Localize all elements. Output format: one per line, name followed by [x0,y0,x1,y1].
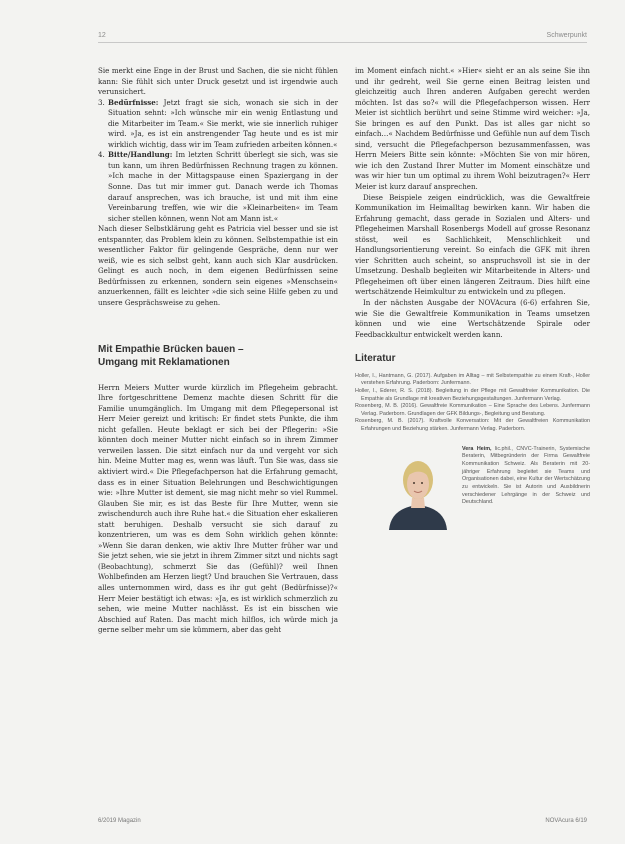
right-column [355,66,590,602]
literature-ref: Holler, I., Ederer, R. S. (2018). Begleitung in der Pflege mit Gewaltfreier Kommunikation. Die Empathie als Grundlage mit kreativen Beziehungsgestaltungen. Junfermann Verlag. [355,387,590,402]
step-lead: Bitte/Handlung: [108,150,173,160]
examples-paragraph: Diese Beispiele zeigen eindrücklich, was die Gewaltfreie Kommunikation im Heimalltag bewirken kann. Wir haben die Erfahrung gemacht, dass gerade in Sozialen und Alters- und Pflegeheimen Marshall Rosenbergs Modell auf grosse Resonanz stösst, weil es Sachlichkeit, Menschlichkeit und Handlungsorientierung vereint. So einfach die GFK mit ihren vier Schritten auch scheint, so anspruchsvoll ist sie in der Umsetzung. Deshalb begleiten wir Mitarbeitende in Alters- und Pflegeheimen oft über einen längeren Zeitraum. Dies hilft eine wertschätzende Heimkultur zu entwickeln und zu pflegen. [355,192,590,297]
section-heading-line-2: Umgang mit Reklamationen [98,356,230,368]
page-number: 12 [98,32,106,39]
body-paragraph: Herrn Meiers Mutter wurde kürzlich im Pflegeheim gebracht. Ihre fortgeschrittene Demenz machte diesen Schritt für die Familie unumgänglich. Im Umgang mit dem Pflegepersonal ist Herr Meier gereizt und kritisch: Er findet stets Punkte, die ihm nicht gefallen. Heute beklagt er sich bei der Pflegerin: »Sie könnten doch meiner Mutter nicht einfach so in ihrem Zimmer verweilen lassen. Die sitzt einfach nur da und vergeht vor sich hin. Meine Mutter mag es, wenn was läuft. Tun Sie was, dass sie aktiviert wird.« Die Pflegefachperson hat die Erfahrung gemacht, dass es in einer Situation Belehrungen und Beschwichtigungen wie: »Ihre Mutter ist dement, sie mag nicht mehr so viel Rummel. Glauben Sie mir, es ist das Beste für Ihre Mutter, wenn sie zwischendurch auch ihre Ruhe hat.« die Situation eher eskalieren statt beruhigen. Deshalb versucht sie sich darauf zu konzentrieren, um was es dem Sohn wirklich gehen könnte: »Wenn Sie daran denken, wie aktiv Ihre Mutter früher war und Sie jetzt sehen, wie sie jetzt in ihrem Zimmer sitzt und nichts sagt (Beobachtung), schmerzt Sie das (Gefühl)? weil Ihnen Wohlbefinden am Herzen liegt? Und brauchen Sie Vertrauen, dass alles unternommen wird, dass es ihr gut geht (Bedürfnisse)?« Herr Meier bestätigt ich etwas: »Ja, es ist wirklich schmerzlich zu sehen, wie meine Mutter nachlässt. Es ist ein bisschen wie Abschied auf Raten. Das macht mich hilflos, ich würde mich ja gerne selber mehr um sie kümmern, aber das geht [98,382,338,635]
intro-paragraph: Sie merkt eine Enge in der Brust und Sachen, die sie nicht fühlen kann: Sie fühlt sich unter Druck gesetzt und ist irgendwie auch verunsichert. [98,66,338,97]
step-needs [107,98,338,151]
author-description: lic.phil., CNVC-Trainerin, Systemische Beraterin, Mitbegründerin der Firma Gewaltfreie Kommunikation Schweiz. Als Beraterin mit 20-jähriger Erfahrung begleitet sie Teams und Organisationen dabei, eine Kultur der Wertschätzung zu entwickeln. Sie ist Autorin und Ausbildnerin verschiedener Lehrgänge in der Schweiz und Deutschland. [462,445,590,506]
section-label: Schwerpunkt [546,32,587,39]
steps-list [98,98,338,225]
literature-ref: Rosenberg, M. B. (2016). Gewaltfreie Kommunikation – Eine Sprache des Lebens. Junfermann Verlag. Paderborn. Grundlagen der GFK Bildungs-, Begleitung und Beratung. [355,403,590,417]
literature-heading: Literatur [355,353,396,365]
step-request [107,150,338,224]
author-photo [385,448,451,530]
author-name: Vera Heim, [462,445,492,452]
step-text: Jetzt fragt sie sich, wonach sie sich in der Situation sehnt: »Ich wünsche mir ein wenig Entlastung und die Mitarbeiter im Team.« Sie merkt, wie sie innerlich ruhiger wird. »Ja, es ist ein anstrengender Tag heute und es ist mir wirklich wichtig, dass wir im Team zufrieden arbeiten können.« [108,97,338,149]
author-box [355,442,590,602]
header-rule [98,42,587,43]
literature-ref: Rosenberg, M. B. (2017). Kraftvolle Konversation: Mit der Gewaltfreien Kommunikation Erfahrungen und Beziehung stärken. Junfermann Verlag. Paderborn. [355,418,590,432]
continued-paragraph: im Moment einfach nicht.« »Hier« sieht er an als seine Sie ihn und ihr gedreht, weil Sie gerne einen Beitrag leisten und gleichzeitig auch Ihren anderen Aufgaben gerecht werden möchten. Ist das so?« will die Pflegefachperson wissen. Herr Meier ist sichtlich berührt und seine Stimme wird weicher: »Ja, Sie bringen es auf den Punkt. Das ist alles gar nicht so einfach…« Nachdem Bedürfnisse und Gefühle nun auf dem Tisch sind, versucht die Pflegefachperson bezusammenfassen, was Herrn Meiers Bitte sein könnte: »Möchten Sie von mir hören, wie ich den Zustand Ihrer Mutter im Moment einschätze und was wir hier tun um optimal zu ihrem Wohl beizutragen?« Herr Meier ist kurz darauf ansprechen. [355,66,590,192]
left-column [98,66,338,636]
literature-ref: Holler, I., Hantmann, G. (2017). Aufgaben im Alltag – mit Selbstempathie zu einem Kraft-, Holler verstehen Erfahrung. Paderborn: Junfermann. [355,372,590,387]
section-heading [98,343,338,369]
step-text: Im letzten Schritt überlegt sie sich, was sie tun kann, um ihren Bedürfnissen Rechnung tragen zu können. »Ich mache in der Mittagspause einen Spaziergang in der Sonne. Das tut mir immer gut. Danach werde ich Thomas darauf ansprechen, was ich brauche, ist und mit ihm eine Vereinbarung treffen, wie wir die »Kleinarbeiten« im Team sicher stellen können, wenn Not am Mann ist.« [108,150,338,223]
next-issue-paragraph: In der nächsten Ausgabe der NOVAcura (6-6) erfahren Sie, wie Sie die Gewaltfreie Kommunikation in Teams umsetzen können und wie eine Wertschätzende Spirale oder Feedbackkultur entwickelt werden kann. [355,298,590,339]
after-paragraph: Nach dieser Selbstklärung geht es Patricia viel besser und sie ist entspannter, das Problem klein zu können. Selbstempathie ist ein wesentlicher Faktor für gelingende Gespräche, denn nur wer weiß, wie es sich selbst geht, kann auch sich Klar ausdrücken. Gelingt es auch noch, in dem eigenen Bedürfnissen seine Bedürfnissen zu erkennen, sondern sein eigenes »Menschsein« anzuerkennen, fällt es leichter »die sich seine Hilfe geben zu und unsere Gesprächsweise zu gehen. [98,224,338,308]
author-bio [462,446,590,508]
literature-list [355,373,590,434]
step-lead: Bedürfnisse: [108,97,159,107]
footer-right: NOVAcura 6/19 [545,818,587,824]
footer-left: 6/2019 Magazin [98,818,141,824]
section-heading-line-1: Mit Empathie Brücken bauen – [98,343,244,355]
